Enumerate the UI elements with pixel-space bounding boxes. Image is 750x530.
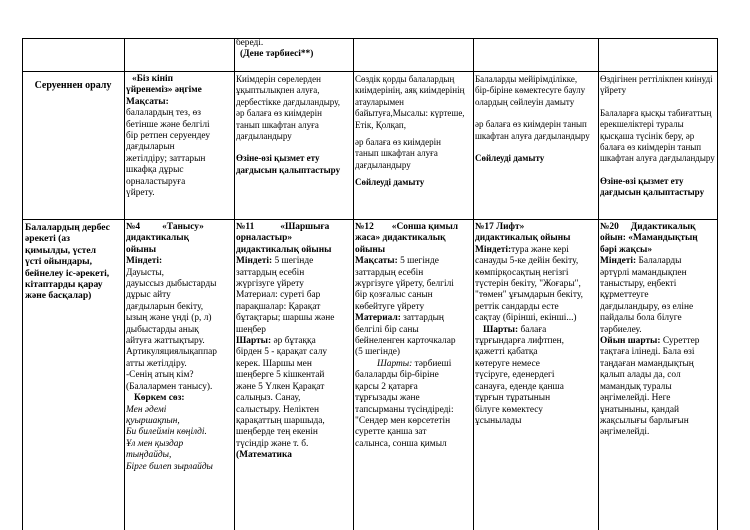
text-line: танып шкафтан алуға bbox=[236, 119, 319, 130]
text-line: Бірге билеп зырлайды bbox=[126, 461, 213, 472]
text-line: қысқаша түсінік беру, әр bbox=[600, 130, 695, 141]
cell-lines bbox=[600, 268, 717, 336]
text-line: суретте қанша зат bbox=[355, 427, 427, 438]
cell-lines bbox=[355, 370, 472, 450]
text-line: үйрету bbox=[600, 85, 627, 96]
text-line: жүргізуге үйрету bbox=[236, 279, 304, 290]
column-divider bbox=[717, 38, 718, 530]
text-line: белгілі бір саны bbox=[355, 324, 419, 335]
text-line: көбейтуге үйрету bbox=[355, 301, 425, 312]
text-line: атауларымен bbox=[355, 96, 404, 107]
cell-lines bbox=[126, 108, 233, 199]
text-line: танып шкафтан алуға bbox=[355, 148, 438, 159]
text-line: көтеруге немесе bbox=[475, 358, 540, 369]
cell-lines bbox=[475, 74, 597, 108]
text-line: дағдыландыру bbox=[355, 159, 411, 170]
text-line: кітаптарды қарау bbox=[25, 279, 103, 291]
game-number: №20 bbox=[600, 222, 619, 232]
text-line: дұрыс айту bbox=[126, 290, 171, 301]
text-line: Материал: суреті бар bbox=[236, 290, 321, 301]
text-line: түсіндір және т. б. bbox=[236, 438, 309, 449]
cell-label: Шарты: bbox=[483, 324, 519, 335]
text-line: дағдыларын bbox=[126, 142, 175, 153]
text-line: Киімдерін сөрелерден bbox=[236, 74, 321, 84]
text-line: жүргізуге үйрету, белгілі bbox=[355, 279, 454, 290]
text-line: жақсылығы барлығын bbox=[600, 415, 689, 426]
cell-label: Мақсаты: bbox=[355, 256, 398, 267]
text-line: қарақаттың шаршыда, bbox=[236, 415, 325, 426]
cell-text: әр бұтаққа bbox=[271, 336, 316, 347]
walk-cell-5 bbox=[600, 74, 717, 199]
text-line: ұнатыныны, қандай bbox=[600, 404, 680, 415]
column-divider bbox=[598, 38, 599, 530]
text-line: Дауысты, bbox=[126, 267, 164, 278]
cell-footer: Өзіне-өзі қызмет ету bbox=[236, 153, 320, 164]
walk-row-label: Серуеннен оралу bbox=[34, 80, 112, 91]
cell-label: Міндеті: bbox=[126, 256, 163, 267]
poem-lines bbox=[126, 405, 233, 473]
cell-title: бәрі жақсы» bbox=[600, 244, 653, 255]
text-line: дағдыландыру bbox=[236, 131, 292, 142]
text-line: қуыршақпын, bbox=[126, 415, 180, 426]
activity-cell-5 bbox=[600, 222, 717, 530]
text-line: тұрғын тұратынын bbox=[475, 393, 551, 404]
text-line: бейнелеу іс-әрекеті, bbox=[25, 267, 110, 279]
text-line: дыбыстарды анық bbox=[126, 324, 199, 335]
text-line: таңдаған мамандықтың bbox=[600, 358, 694, 369]
text-line: әр балаға өз киімдерін танып bbox=[475, 119, 587, 130]
text-line: әңгімелейді. Неге bbox=[600, 393, 671, 404]
text-line: тыңдайды, bbox=[126, 450, 172, 461]
cell-footer: Сөйлеуді дамыту bbox=[355, 177, 425, 188]
cell-footer: Өзіне-өзі қызмет ету bbox=[600, 175, 684, 186]
text-line: көмпірқосақтың негізгі bbox=[475, 267, 569, 278]
cell-footer: дағдысын қалыптастыру bbox=[236, 164, 341, 175]
text-line: мамандық туралы bbox=[600, 381, 672, 392]
text-line: қалып алады да, сол bbox=[600, 370, 681, 381]
walk-cell-2 bbox=[236, 74, 353, 176]
text-line: санауға, еденде қанша bbox=[475, 381, 564, 392]
text-line: балаларды бір-біріне bbox=[355, 370, 439, 381]
column-divider bbox=[353, 38, 354, 530]
text-line: қимылды, үстел bbox=[25, 244, 97, 256]
top-row-cell bbox=[236, 38, 352, 61]
cell-title: ойын: «Мамандықтың bbox=[600, 233, 698, 244]
column-divider bbox=[22, 38, 23, 530]
cell-lines bbox=[475, 119, 597, 142]
table-border-top bbox=[22, 38, 718, 39]
text-line: Етік, Қолқап, bbox=[355, 119, 406, 130]
cell-footer: дағдысын қалыптастыру bbox=[600, 187, 705, 198]
text-line: құрметтеуге bbox=[600, 290, 649, 301]
text-line: киімдерінің, аяқ киімдерінің bbox=[355, 85, 465, 96]
text-line: санауды 5-ке дейін бекіту, bbox=[475, 256, 579, 267]
game-title: Дидактикалық bbox=[630, 222, 696, 232]
text-line: тапсырманы түсіндіреді: bbox=[355, 404, 454, 415]
text-line: бұтақтары; шаршы және bbox=[236, 313, 335, 324]
cell-label: Мақсаты: bbox=[126, 96, 169, 107]
cell-lines bbox=[355, 268, 472, 314]
text-line: атты жетілдіру. bbox=[126, 358, 187, 369]
text-line: салыстыру. Неліктен bbox=[236, 404, 319, 415]
text-line: Артикуляциялықаппар bbox=[126, 347, 217, 358]
game-title: «Танысу» bbox=[162, 222, 204, 232]
text-line: пайдалы бола білуге bbox=[600, 313, 682, 324]
text-line: "Сендер мен көрсететін bbox=[355, 415, 451, 426]
text-line: Өздігінен реттілікпен киінуді bbox=[600, 74, 713, 84]
text-line: ұсынылады bbox=[475, 415, 522, 426]
cell-title: «Біз кініп bbox=[132, 74, 174, 84]
cell-footer: Сөйлеуді дамыту bbox=[475, 153, 545, 164]
row-divider bbox=[22, 219, 718, 220]
text-line: дағдыландыру, өз еліне bbox=[600, 301, 694, 312]
text-line: тұрғызады және bbox=[355, 393, 420, 404]
text-line: бейнеленген карточкалар bbox=[355, 336, 456, 347]
text-line: Би билеймін көңілді. bbox=[126, 427, 207, 438]
text-line: балаға өз киімдерін танып bbox=[600, 142, 702, 153]
text-line: шеңбер bbox=[236, 324, 266, 335]
text-line: балалардың тез, өз bbox=[126, 108, 201, 119]
text-line: байытуға,Мысалы: күртеше, bbox=[355, 108, 465, 119]
cell-title: дидактикалық bbox=[126, 233, 189, 244]
game-title: «Сонша қимыл bbox=[391, 222, 459, 232]
cell-label: Шарты: bbox=[236, 336, 272, 347]
text-line: ызың және үнді (р, л) bbox=[126, 313, 212, 324]
cell-title: жаса» дидактикалық bbox=[355, 233, 446, 244]
text-line: әр балаға өз киімдерін bbox=[236, 108, 322, 119]
cell-title: орналастыр» bbox=[236, 233, 293, 244]
cell-lines bbox=[236, 268, 352, 336]
activity-row-label bbox=[25, 222, 123, 302]
text-line: үйрету. bbox=[126, 188, 155, 199]
text-line: ерекшеліктері туралы bbox=[600, 119, 684, 130]
cell-text: 5 шегінде bbox=[272, 256, 314, 267]
walk-cell-4 bbox=[475, 74, 597, 164]
text-line: салынса, сонша қимыл bbox=[355, 438, 447, 449]
text-line: шеңберге 5 кішкентай bbox=[236, 370, 325, 381]
game-title: «Шаршыға bbox=[280, 222, 330, 232]
text-line: әр балаға өз киімдерін bbox=[355, 137, 441, 148]
cell-text: заттардың bbox=[400, 313, 444, 324]
cell-text: тура және кері bbox=[511, 244, 569, 255]
text-line: бір ретпен серуендеу bbox=[126, 131, 211, 142]
text-line: шеңберде тең екенін bbox=[236, 427, 318, 438]
game-number: №4 bbox=[126, 222, 141, 232]
cell-lines bbox=[600, 74, 717, 97]
text-line: Сөздік қорды балалардың bbox=[355, 74, 455, 84]
text-line: бірден 5 - қарақат салу bbox=[236, 347, 328, 358]
cell-lines bbox=[475, 336, 597, 427]
text-line: ұқыптылықпен алуға, bbox=[236, 85, 320, 96]
text-line: заттардың есебін bbox=[236, 267, 305, 278]
cell-text: 5 шегінде bbox=[397, 256, 439, 267]
text-line: керек. Шаршы мен bbox=[236, 358, 312, 369]
text-line: Балалардың дербес bbox=[25, 222, 110, 233]
text-line: жетілдіру; заттарын bbox=[126, 153, 206, 164]
text-line: тақтаға ілінеді. Бала өзі bbox=[600, 347, 695, 358]
cell-text: береді. bbox=[236, 38, 264, 48]
cell-label: Көркем сөз: bbox=[134, 393, 185, 404]
activity-cell-3 bbox=[355, 222, 472, 530]
text-line: "төмен" ұғымдарын бекіту, bbox=[475, 290, 583, 301]
cell-lines bbox=[355, 325, 472, 359]
cell-title: ойыны bbox=[355, 244, 386, 255]
column-divider bbox=[124, 38, 125, 530]
cell-label: Міндеті: bbox=[600, 256, 637, 267]
text-line: үсті ойындары, bbox=[25, 256, 93, 268]
game-number: №11 bbox=[236, 222, 255, 232]
text-line: Ұл мен қыздар bbox=[126, 438, 184, 449]
cell-label: Ойын шарты: bbox=[600, 336, 661, 347]
text-line: (5 шегінде) bbox=[355, 347, 401, 358]
text-line: таныстыру, еңбекті bbox=[600, 279, 677, 290]
walk-cell-3 bbox=[355, 74, 472, 189]
cell-text: Балаларды bbox=[636, 256, 682, 267]
text-line: Мен әдемі bbox=[126, 404, 167, 415]
text-line: түстерін бекіту, "Жоғары", bbox=[475, 279, 581, 290]
text-line: және басқалар) bbox=[25, 290, 92, 302]
text-line: Балаларға қысқы табиғаттың bbox=[600, 107, 712, 118]
cell-title: дидактикалық ойыны bbox=[475, 233, 571, 244]
cell-lines bbox=[355, 137, 472, 171]
cell-title: үйренеміз» әңгіме bbox=[126, 85, 202, 96]
text-line: дағдыларын бекіту, bbox=[126, 301, 204, 312]
cell-text: балаға bbox=[518, 324, 547, 335]
cell-text: (Дене тәрбиесі**) bbox=[240, 49, 314, 60]
text-line: дауыссыз дыбыстарды bbox=[126, 279, 217, 290]
text-line: тұрғындарға лифтпен, bbox=[475, 336, 565, 347]
text-line: олардың сөйлеуін дамыту bbox=[475, 96, 575, 107]
text-line: бір-біріне көмектесуге баулу bbox=[475, 85, 586, 96]
text-line: шкафтан алуға дағдыландыру bbox=[475, 130, 590, 141]
cell-lines bbox=[475, 256, 597, 324]
cell-lines bbox=[236, 347, 352, 450]
column-divider bbox=[473, 38, 474, 530]
text-line: реттік сандарды есте bbox=[475, 301, 559, 312]
text-line: тәрбиелеу. bbox=[600, 324, 642, 335]
text-line: бетінше және белгілі bbox=[126, 119, 210, 130]
activity-cell-4 bbox=[475, 222, 597, 530]
cell-lines bbox=[355, 74, 472, 131]
text-line: (Балалармен танысу). bbox=[126, 381, 213, 392]
text-line: шкафтан алуға дағдыландыру bbox=[600, 153, 715, 164]
activity-cell-2 bbox=[236, 222, 352, 530]
cell-title: ойыны bbox=[126, 244, 157, 255]
cell-lines bbox=[600, 108, 717, 165]
cell-footer: (Математика bbox=[236, 450, 292, 461]
text-line: білуге көмектесу bbox=[475, 404, 543, 415]
cell-lines bbox=[126, 268, 233, 393]
cell-lines bbox=[236, 74, 353, 142]
text-line: парақшалар: Қарақат bbox=[236, 301, 321, 312]
cell-label: Материал: bbox=[355, 313, 401, 324]
cell-text: Суреттер bbox=[660, 336, 700, 347]
text-line: және 5 Үлкен Қарақат bbox=[236, 381, 325, 392]
text-line: -Сенің атың кім? bbox=[126, 370, 194, 381]
cell-label: Шарты: bbox=[377, 358, 413, 369]
cell-label: Міндеті: bbox=[236, 256, 273, 267]
text-line: бір қозғалыс санын bbox=[355, 290, 433, 301]
game-number: №12 bbox=[355, 222, 374, 232]
cell-label: Міндеті: bbox=[475, 244, 512, 255]
game-title: №17 Лифт» bbox=[475, 222, 525, 232]
cell-lines bbox=[600, 347, 717, 438]
text-line: қажетті қабатқа bbox=[475, 347, 538, 358]
activity-cell-1 bbox=[126, 222, 233, 530]
text-line: қарсы 2 қатарға bbox=[355, 381, 418, 392]
column-divider bbox=[234, 38, 235, 530]
text-line: заттардың есебін bbox=[355, 267, 424, 278]
text-line: түсіруге, еденердегі bbox=[475, 370, 555, 381]
text-line: айтуға жаттықтыру. bbox=[126, 336, 205, 347]
text-line: әртүрлі мамандықпен bbox=[600, 267, 687, 278]
text-line: сақтау (бірінші, екінші...) bbox=[475, 313, 577, 324]
text-line: шкафқа дұрыс bbox=[126, 165, 184, 176]
text-line: дербестікке дағдыландыру, bbox=[236, 96, 340, 107]
walk-cell-1 bbox=[126, 74, 233, 199]
text-line: салыңыз. Санау, bbox=[236, 393, 301, 404]
text-line: әрекеті (аз bbox=[25, 233, 71, 245]
cell-text: тәрбиеші bbox=[412, 358, 452, 369]
text-line: орналастыруға bbox=[126, 176, 186, 187]
row-divider bbox=[22, 71, 718, 72]
text-line: Балаларды мейірімділікке, bbox=[475, 74, 578, 84]
cell-title: дидактикалық ойыны bbox=[236, 244, 332, 255]
text-line: әңгімелейді. bbox=[600, 427, 650, 438]
